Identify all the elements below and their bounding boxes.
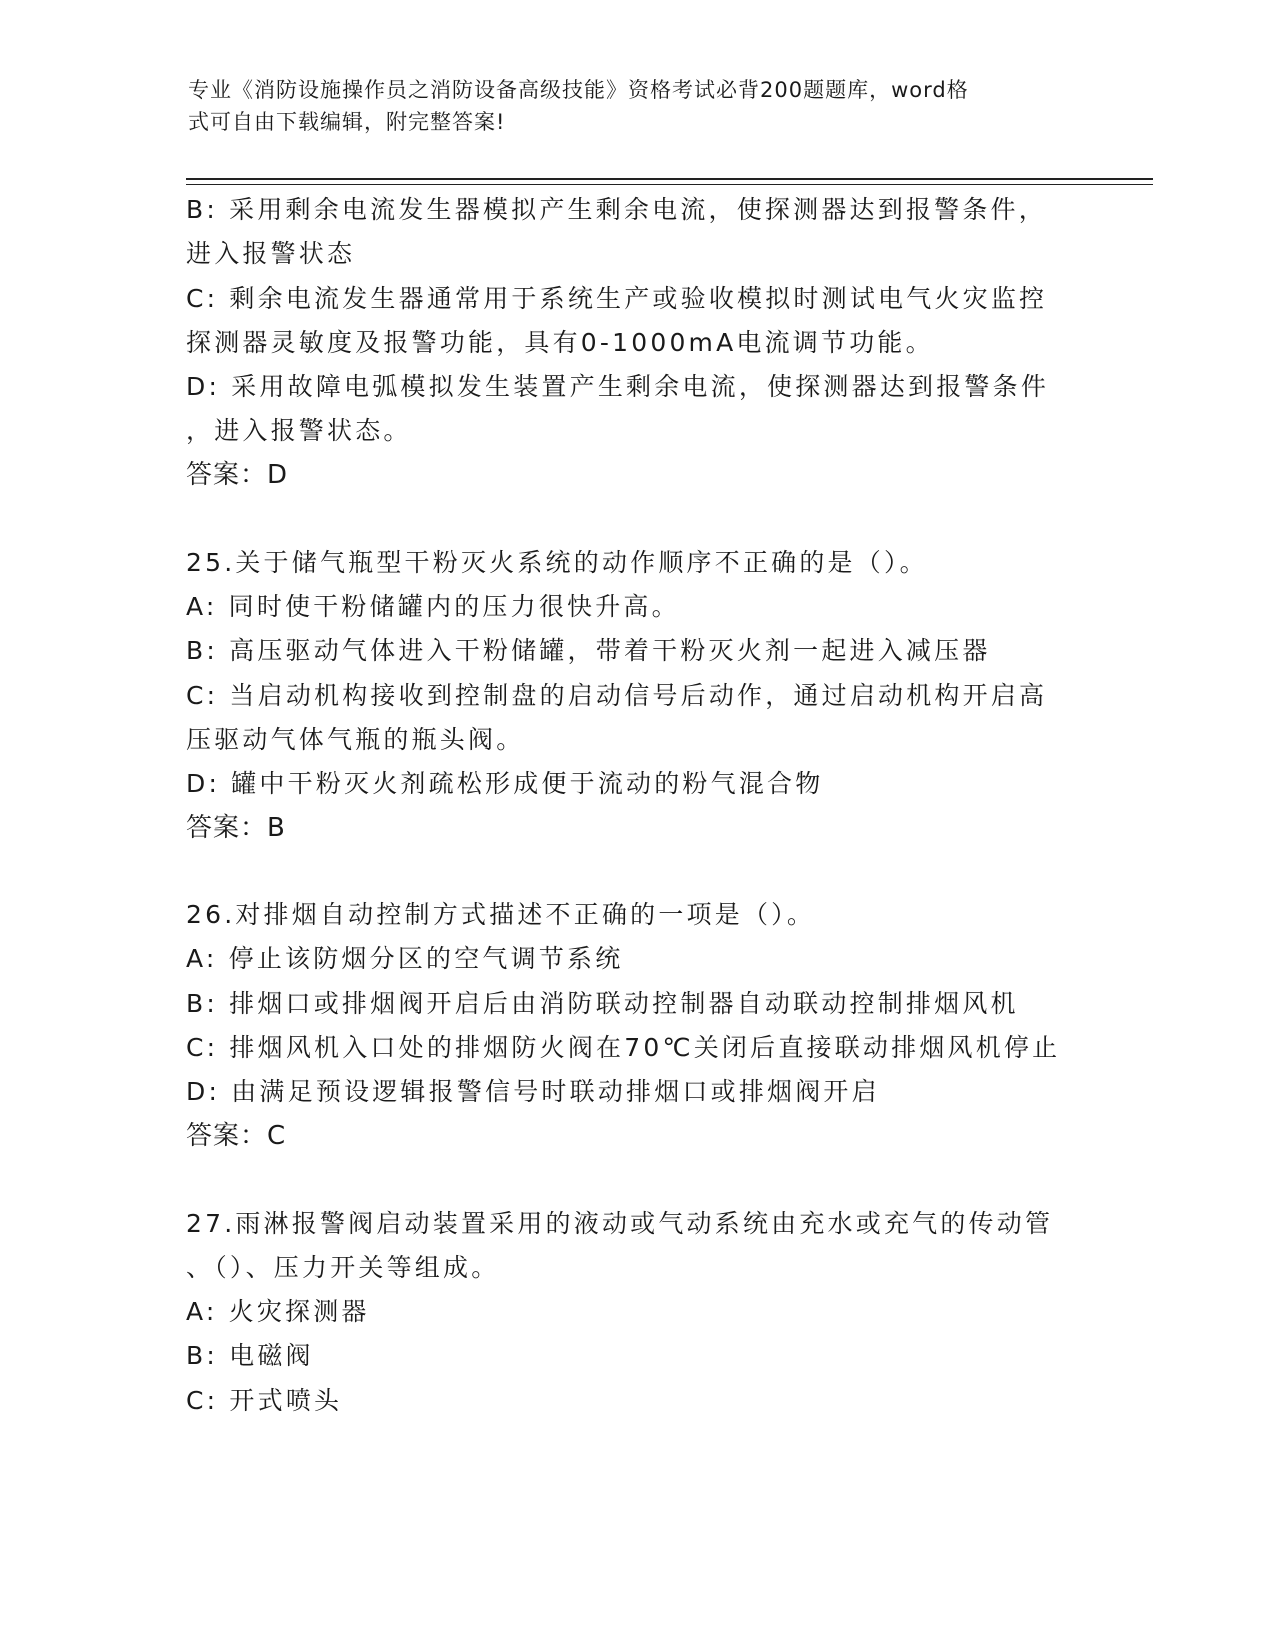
- q25-option-b: B: 高压驱动气体进入干粉储罐，带着干粉灭火剂一起进入减压器: [186, 636, 991, 665]
- q25-option-d: D: 罐中干粉灭火剂疏松形成便于流动的粉气混合物: [186, 769, 824, 798]
- document-header: [188, 74, 1088, 138]
- q25-answer: 答案：B: [186, 813, 286, 843]
- q26-option-c: C: 排烟风机入口处的排烟防火阀在70℃关闭后直接联动排烟风机停止: [186, 1033, 1061, 1062]
- q25-question: 25.关于储气瓶型干粉灭火系统的动作顺序不正确的是（）。: [186, 548, 928, 577]
- q27-option-a: A: 火灾探测器: [186, 1297, 370, 1326]
- q27-option-c: C: 开式喷头: [186, 1386, 343, 1415]
- q26-option-b: B: 排烟口或排烟阀开启后由消防联动控制器自动联动控制排烟风机: [186, 989, 1019, 1018]
- q27-question-line-2: 、（）、压力开关等组成。: [186, 1253, 500, 1282]
- q24-option-d-line-1: D: 采用故障电弧模拟发生装置产生剩余电流，使探测器达到报警条件: [186, 372, 1050, 401]
- q25-option-c-line-2: 压驱动气体气瓶的瓶头阀。: [186, 725, 525, 754]
- header-divider-thick: [186, 178, 1153, 180]
- q24-option-b-line-2: 进入报警状态: [186, 239, 356, 268]
- header-line-2: 式可自由下载编辑，附完整答案!: [188, 110, 506, 134]
- q26-answer: 答案：C: [186, 1121, 287, 1151]
- q24-answer: 答案：D: [186, 460, 289, 490]
- q27-option-b: B: 电磁阀: [186, 1341, 314, 1370]
- q26-question: 26.对排烟自动控制方式描述不正确的一项是（）。: [186, 900, 816, 929]
- header-line-1: 专业《消防设施操作员之消防设备高级技能》资格考试必背200题题库，word格: [188, 78, 969, 102]
- q25-option-c-line-1: C: 当启动机构接收到控制盘的启动信号后动作，通过启动机构开启高: [186, 681, 1048, 710]
- q24-option-b-line-1: B: 采用剩余电流发生器模拟产生剩余电流，使探测器达到报警条件，: [186, 195, 1047, 224]
- q24-option-c-line-1: C: 剩余电流发生器通常用于系统生产或验收模拟时测试电气火灾监控: [186, 284, 1048, 313]
- q26-option-a: A: 停止该防烟分区的空气调节系统: [186, 944, 624, 973]
- q25-option-a: A: 同时使干粉储罐内的压力很快升高。: [186, 592, 680, 621]
- q26-option-d: D: 由满足预设逻辑报警信号时联动排烟口或排烟阀开启: [186, 1077, 880, 1106]
- q24-option-d-line-2: ，进入报警状态。: [186, 416, 412, 445]
- q24-option-c-line-2: 探测器灵敏度及报警功能，具有0-1000mA电流调节功能。: [186, 328, 934, 357]
- header-divider-thin: [186, 184, 1153, 185]
- q27-question-line-1: 27.雨淋报警阀启动装置采用的液动或气动系统由充水或充气的传动管: [186, 1209, 1054, 1238]
